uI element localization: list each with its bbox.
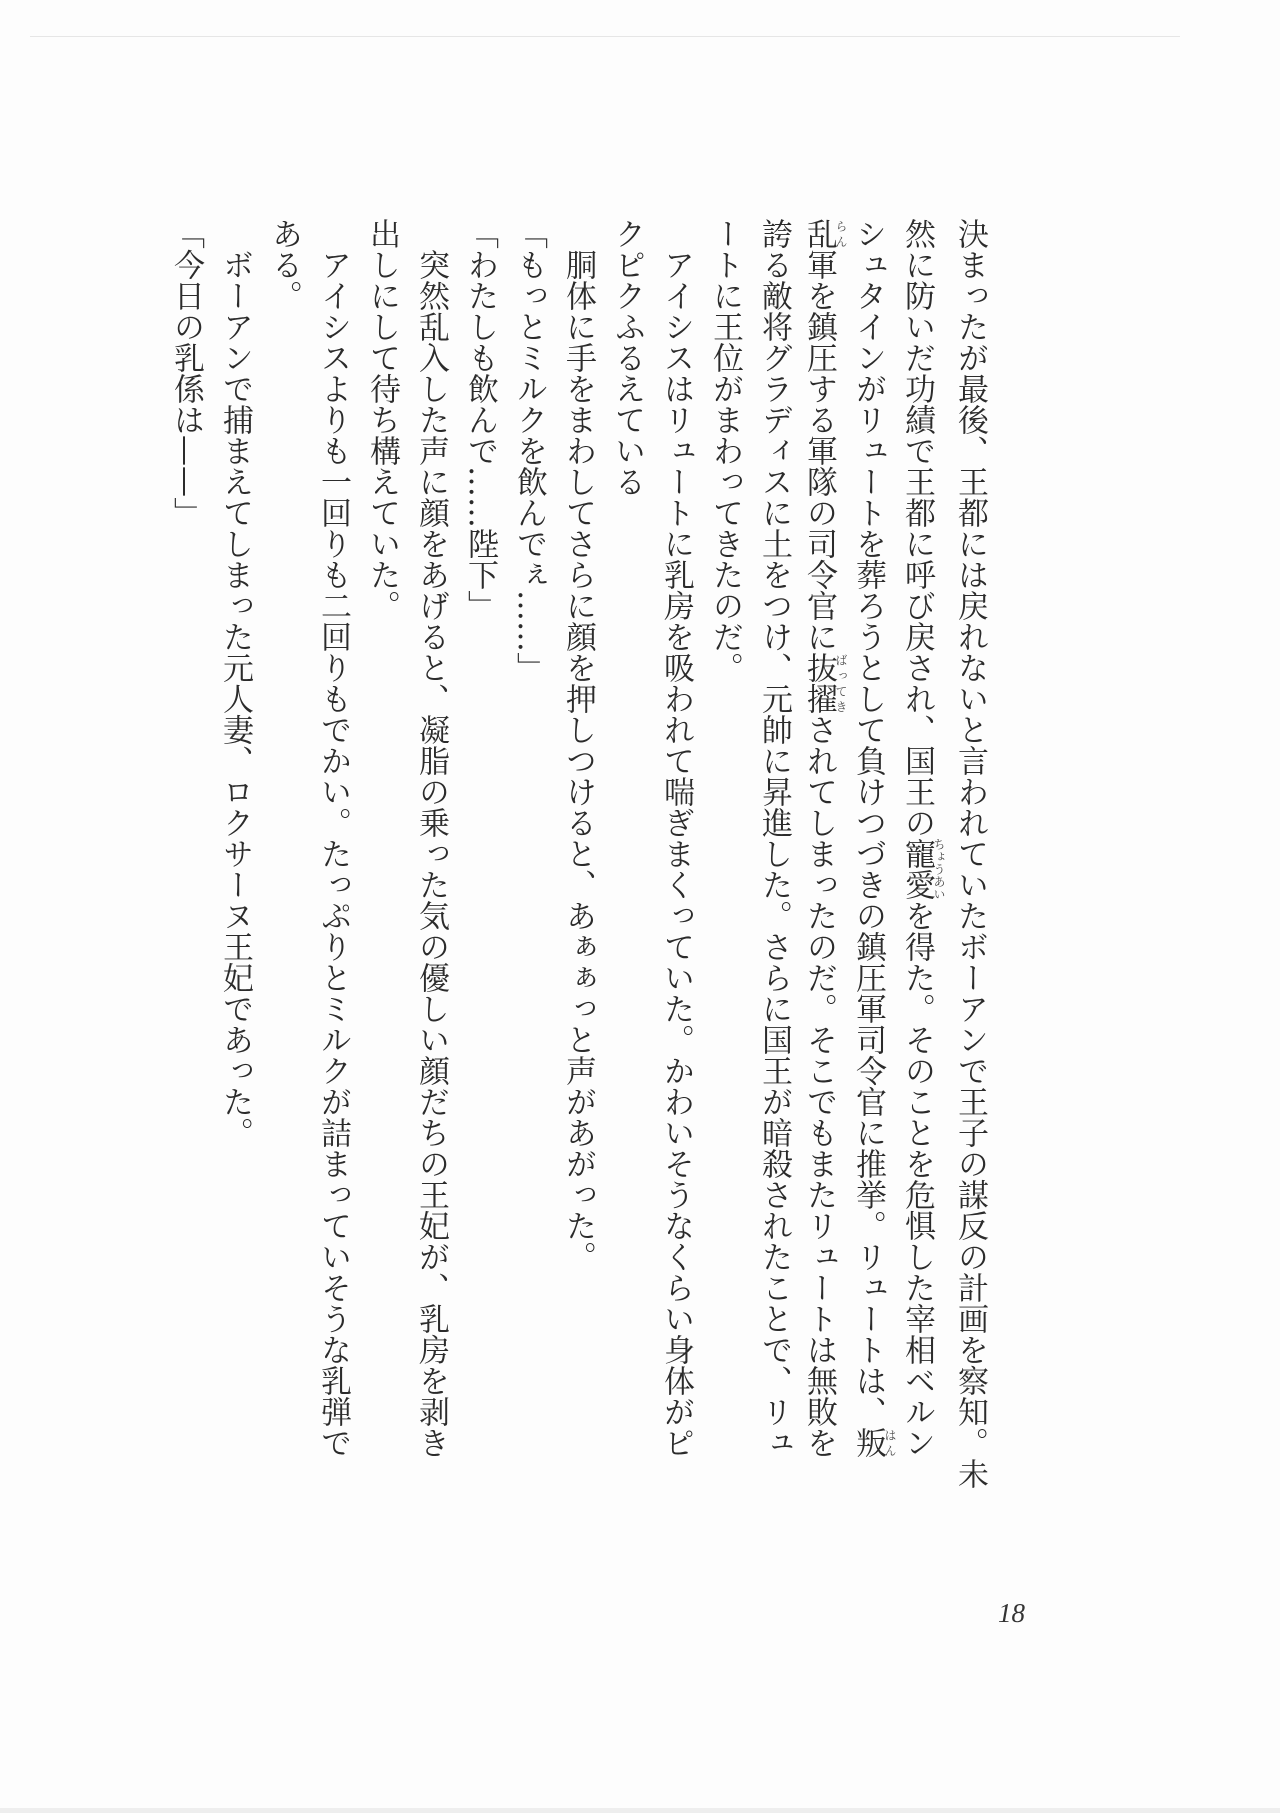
line-text: 軍を鎮圧する軍隊の司令官に <box>801 249 837 652</box>
ruby-base: 寵愛 <box>899 838 935 900</box>
line-text: 突然乱入した声に顔をあげると、凝脂の乗った気の優しい顔だちの王妃が、乳房を剥き <box>413 218 449 1458</box>
scan-edge-line <box>30 36 1180 37</box>
line-text: アイシスよりも一回りも二回りもでかい。たっぷりとミルクが詰まっていそうな乳弾で <box>315 218 351 1458</box>
line-text: 決まったが最後、王都には戻れないと言われていたボーアンで王子の謀反の計画を察知。未 <box>952 218 988 1489</box>
line-text: クピクふるえている <box>609 218 645 497</box>
line-text: 「わたしも飲んで……陛下」 <box>462 218 498 621</box>
line-text: 出しにして待ち構えていた。 <box>364 218 400 621</box>
ruby-reading: ちょうあい <box>932 838 946 900</box>
line-text: アイシスはリュートに乳房を吸われて喘ぎまくっていた。かわいそうなくらい身体がピ <box>658 218 694 1458</box>
page-number: 18 <box>998 1598 1025 1628</box>
text-line-8 <box>602 218 651 1578</box>
ruby-reading: ばってき <box>834 652 848 714</box>
text-line-10 <box>504 218 553 1578</box>
text-line-1 <box>945 218 994 1578</box>
text-line-14 <box>308 218 357 1578</box>
text-line-15 <box>259 218 308 1578</box>
line-text: 然に防いだ功績で王都に呼び戻され、国王の <box>899 218 935 838</box>
text-line-2 <box>896 218 945 1578</box>
ruby-word <box>899 838 946 900</box>
text-line-17 <box>161 218 210 1578</box>
line-text: ある。 <box>266 218 302 311</box>
ruby-word <box>801 218 848 249</box>
text-line-7 <box>651 218 700 1578</box>
line-text: 「今日の乳係は——」 <box>168 218 204 528</box>
ruby-word <box>801 652 848 714</box>
ruby-word <box>850 1427 897 1458</box>
ruby-base: 叛 <box>850 1427 886 1458</box>
line-text: 「もっとミルクを飲んでぇ……」 <box>511 218 547 683</box>
line-text: 胴体に手をまわしてさらに顔を押しつけると、あぁぁっと声があがった。 <box>560 218 596 1272</box>
ruby-base: 抜擢 <box>801 652 837 714</box>
line-text: ートに王位がまわってきたのだ。 <box>707 218 743 683</box>
vertical-text-body <box>124 218 994 1578</box>
text-line-4 <box>798 218 847 1578</box>
text-line-3 <box>847 218 896 1578</box>
text-line-13 <box>357 218 406 1578</box>
line-text: を得た。そのことを危惧した宰相ベルン <box>899 900 935 1458</box>
ruby-base: 乱 <box>801 218 837 249</box>
line-text: シュタインがリュートを葬ろうとして負けつづきの鎮圧軍司令官に推挙。リュートは、 <box>850 218 886 1427</box>
text-line-16 <box>210 218 259 1578</box>
line-text: 誇る敵将グラディスに土をつけ、元帥に昇進した。さらに国王が暗殺されたことで、リュ <box>756 218 792 1458</box>
scan-edge-bottom <box>0 1808 1280 1813</box>
line-text: されてしまったのだ。そこでもまたリュートは無敗を <box>801 714 837 1458</box>
text-line-6 <box>700 218 749 1578</box>
ruby-reading: らん <box>834 218 848 249</box>
text-line-9 <box>553 218 602 1578</box>
line-text: ボーアンで捕まえてしまった元人妻、ロクサーヌ王妃であった。 <box>217 218 253 1148</box>
ruby-reading: はん <box>883 1427 897 1458</box>
text-line-5 <box>749 218 798 1578</box>
text-line-11 <box>455 218 504 1578</box>
text-line-12 <box>406 218 455 1578</box>
